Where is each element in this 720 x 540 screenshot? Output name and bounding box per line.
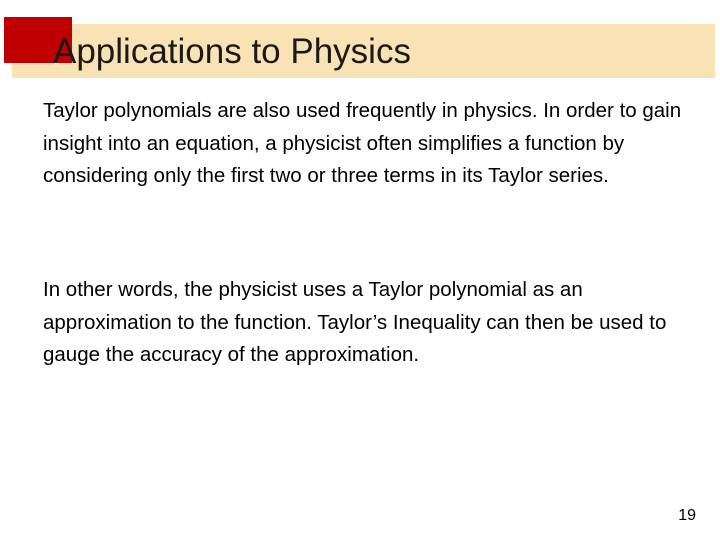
body-paragraph-2: In other words, the physicist uses a Taylor polynomial as an approximation to the function. Taylor’s Inequality can then be used to gauge the accuracy of the approximation. — [43, 278, 667, 366]
body-paragraph-1: Taylor polynomials are also used frequently in physics. In order to gain insight into an equation, a physicist often simplifies a function by considering only the first two or three terms in its Taylor series. — [43, 99, 682, 187]
page-number: 19 — [678, 507, 696, 524]
slide-title: Applications to Physics — [53, 32, 411, 71]
